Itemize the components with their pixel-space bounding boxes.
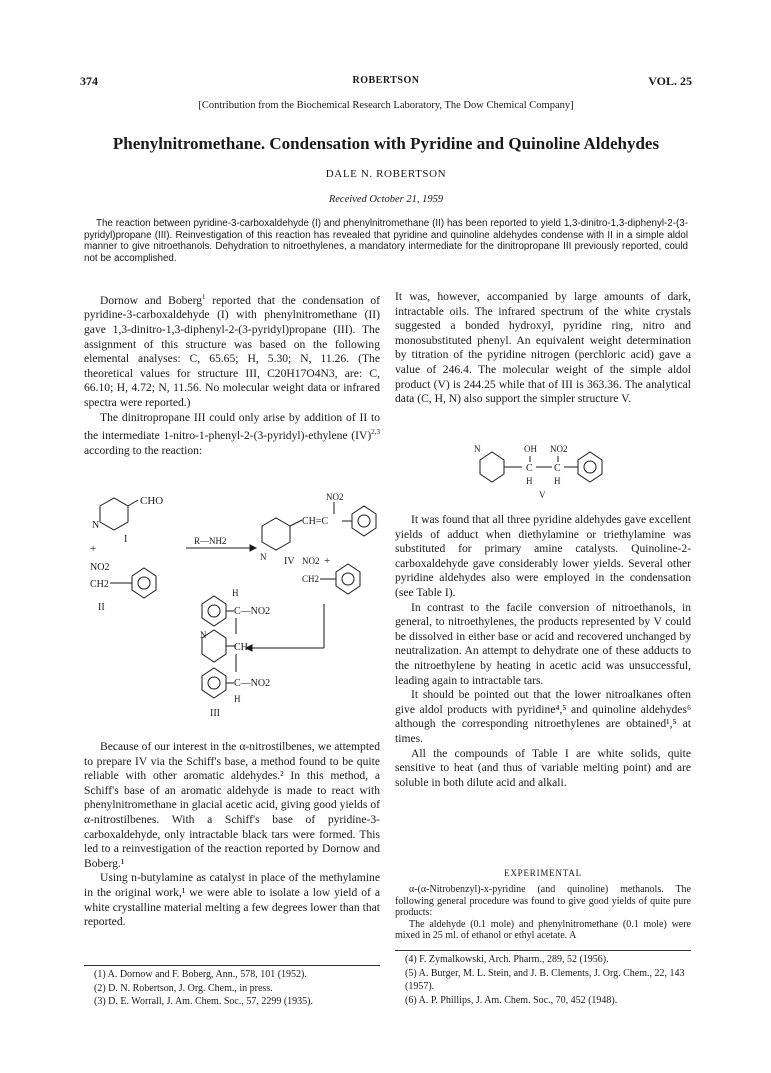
right-column-middle [395,513,691,790]
label-v: V [539,490,546,500]
right-column-top [395,290,691,407]
label-plus-2: + [324,555,331,567]
label-h-top: H [232,588,239,598]
footnote: (6) A. P. Phillips, J. Am. Chem. Soc., 70, 452 (1948). [405,994,618,1006]
label-c-no2-bottom: C—NO2 [234,678,271,689]
author: DALE N. ROBERTSON [325,168,447,180]
received-date: Received October 21, 1959 [328,194,444,205]
paragraph: Because of our interest in the α-nitrostilbenes, we attempted to prepare IV via the Schiff's base, a method found to be quite reliable with other aromatic aldehydes.² In this method, a Schiff's base of an aromatic aldehyde is made to react with phenylnitromethane in glacial acetic acid, giving good yields of α-nitrostilbenes. With a Schiff's base of pyridine-3-carboxaldehyde, only intractable black tars were formed. This led to a reinvestigation of the reaction reported by Dornow and Boberg.¹ [84,740,380,870]
experimental-heading: EXPERIMENTAL [504,868,582,878]
footnotes-left [84,965,380,1009]
paragraph: α-(α-Nitrobenzyl)-x-pyridine (and quinoline) methanols. The following general procedure was found to give good yields of quite pure products: [395,884,691,919]
paragraph: In contrast to the facile conversion of nitroethanols, in general, to nitroethylenes, the products represented by V could be dissolved in either base or acid and recovered unchanged by neutralization. An attempt to dehydrate one of these adducts to the nitroethylene by heating in acetic acid was unsuccessful, leading again to intractable tars. [395,600,691,687]
label-ch2-ii: CH2 [302,574,320,584]
volume: VOL. 25 [648,74,692,88]
label-cho: CHO [140,495,164,507]
paragraph: It was, however, accompanied by large amounts of dark, intractable oils. The infrared spectrum of the white crystals suggested a bonded hydroxyl, pyridine ring, nitro and monosubstituted phenyl. An equivalent weight determination by titration of the pyridine nitrogen (perchloric acid) gave a value of 246.4. The molecular weight of the simple aldol product (V) is 244.25 while that of III is 363.36. The analytical data (C, H, N) also support the simpler structure V. [395,290,691,406]
paragraph: The aldehyde (0.1 mole) and phenylnitromethane (0.1 mole) were mixed in 25 ml. of ethanol or ethyl acetate. A [395,918,691,942]
label-plus: + [90,543,97,555]
label-n-iii: N [200,630,207,640]
label-iii: III [210,708,220,719]
paragraph: The dinitropropane III could only arise by addition of II to the intermediate 1-nitro-1-phenyl-2-(3-pyridyl)-ethylene (IV)$^{2,3}$ according to the reaction: [84,410,380,457]
label-c-v1: C [526,463,533,474]
label-c-v2: C [554,463,561,474]
experimental-section [395,884,691,942]
footnote: (5) A. Burger, M. L. Stein, and J. B. Clements, J. Org. Chem., 22, 143 (1957). [405,967,685,993]
label-c-no2-top: C—NO2 [234,606,271,617]
label-iv: IV [284,556,295,567]
structure-v [470,438,620,500]
paragraph: It should be pointed out that the lower nitroalkanes often give aldol products with pyridine⁴,⁵ and quinoline aldehydes⁶ although the corresponding nitroethylenes are obtained¹,⁵ at times. [395,688,691,745]
footnote: (1) A. Dornow and F. Boberg, Ann., 578, 101 (1952). [94,969,307,980]
label-ch-eq-c: CH=C [302,516,329,527]
paragraph: All the compounds of Table I are white solids, quite sensitive to heat (and thus of variable melting point) and are soluble in both dilute acid and alkali. [395,746,691,789]
footnotes-right [395,950,691,1007]
label-no2-iv: NO2 [326,492,344,502]
abstract-text: The reaction between pyridine-3-carboxaldehyde (I) and phenylnitromethane (II) has been reported to yield 1,3-dinitro-1,3-diphenyl-2-(3-pyridyl)propane (III). Reinvestigation of this reaction has revealed that pyridine and quinoline aldehydes condense with II in a simple aldol manner to give nitroethanols. Dehydration to nitroethylenes, a mandatory intermediate for the dinitropropane III previously reported, could not be accomplished. [84,218,688,264]
paragraph: Using n-butylamine as catalyst in place of the methylamine in the original work,¹ we were able to isolate a low yield of a white crystalline material melting a few degrees lower than that reported. [84,871,380,929]
label-n-iv: N [260,552,267,562]
label-no2-v: NO2 [550,444,568,454]
left-column-bottom [84,740,380,930]
page-number: 374 [80,74,98,88]
label-reagent: R—NH2 [194,536,227,546]
abstract [84,218,688,264]
label-no2: NO2 [90,562,110,573]
label-n-v: N [474,444,481,454]
footnote: (4) F. Zymalkowski, Arch. Pharm., 289, 52 (1956). [405,954,609,965]
label-ch2: CH2 [90,579,109,590]
label-ii: II [98,602,105,613]
label-ch-iii: CH [234,642,248,653]
paper-title: Phenylnitromethane. Condensation with Pyridine and Quinoline Aldehydes [112,134,660,153]
label-i: I [124,534,128,545]
label-no2-ii: NO2 [302,556,320,566]
label-oh: OH [524,444,537,454]
paragraph: Dornow and Boberg$^1$ reported that the condensation of pyridine-3-carboxaldehyde (I) with phenylnitromethane (II) gave 1,3-dinitro-1,3-diphenyl-2-(3-pyridyl)propane (III). The assignment of this structure was based on the following elemental analyses: C, 65.65; H, 5.30; N, 11.26. (The theoretical values for structure III, C20H17O4N3, are: C, 66.10; H, 4.72; N, 11.56. No molecular weight data or infrared spectra were reported.) [84,293,380,410]
paragraph: It was found that all three pyridine aldehydes gave excellent yields of adduct when diethylamine or triethylamine was substituted for primary amine catalysts. Quinoline-2-carboxaldehyde gave considerably lower yields. Several other pyridine aldehydes also were employed in the condensation (see Table I). [395,513,691,599]
reaction-scheme [84,478,388,738]
label-h-v2: H [554,476,561,486]
footnote: (2) D. N. Robertson, J. Org. Chem., in press. [94,982,273,994]
label-h-v1: H [526,476,533,486]
running-author: ROBERTSON [352,75,420,86]
footnote: (3) D. E. Worrall, J. Am. Chem. Soc., 57, 2299 (1935). [94,996,313,1008]
label-n: N [92,520,100,531]
label-h-bottom: H [234,694,241,704]
left-column-top [84,290,380,458]
contribution-line: [Contribution from the Biochemical Research Laboratory, The Dow Chemical Company] [198,100,574,111]
